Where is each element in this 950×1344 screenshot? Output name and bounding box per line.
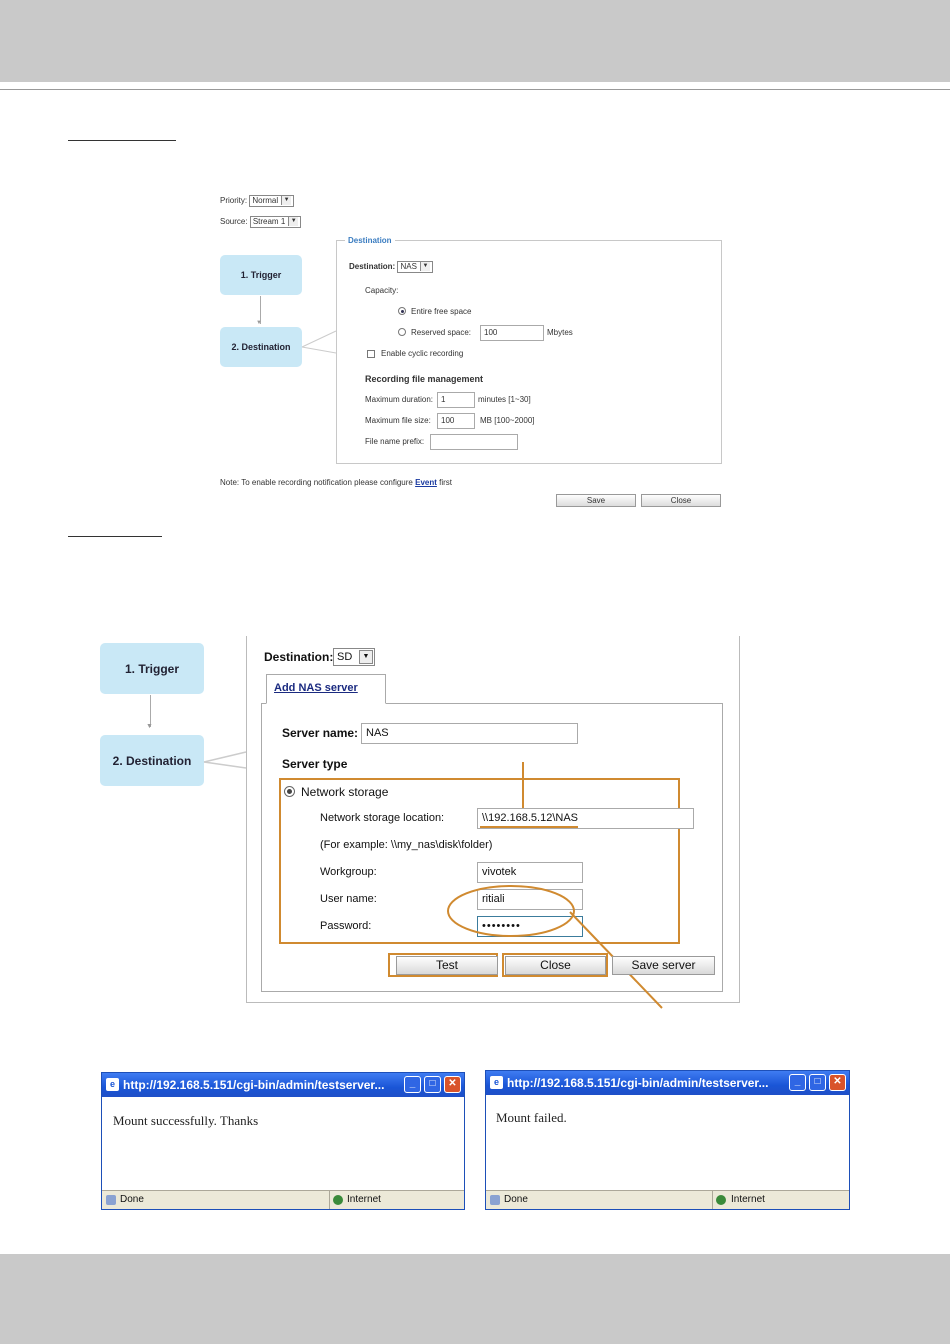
arrow-down-icon: ▼ [256,320,262,326]
popup-message: Mount successfully. Thanks [113,1113,259,1128]
popup-status-bar [102,1190,464,1209]
popup-window-failed [485,1070,850,1210]
note-text: Note: To enable recording notification please configure [220,478,413,487]
username-input[interactable]: ritiali [477,889,583,910]
chevron-down-icon: ▼ [281,196,291,205]
globe-icon [333,1195,343,1205]
entire-free-space-radio[interactable] [398,307,406,315]
destination-row [349,261,433,273]
status-divider [329,1191,330,1209]
ie-page-icon: e [106,1078,119,1091]
destination-value: NAS [400,262,417,271]
password-input[interactable]: •••••••• [477,916,583,937]
location-value-underline [480,826,578,828]
flow-pointer-lines [202,740,250,780]
flow-pointer-lines [300,325,340,355]
reserved-space-input[interactable]: 100 [480,325,544,341]
add-nas-server-screenshot [0,600,950,1020]
destination-legend: Destination [345,236,395,245]
destination-label: Destination: [349,262,396,271]
entire-free-space-label: Entire free space [411,307,472,316]
password-label: Password: [320,920,372,932]
close-window-button[interactable]: ✕ [829,1074,846,1091]
maximize-button[interactable]: □ [809,1074,826,1091]
file-name-prefix-label: File name prefix: [365,437,425,446]
arrow-down-icon: ▼ [146,723,153,730]
max-file-size-input[interactable]: 100 [437,413,475,429]
reserved-space-label: Reserved space: [411,328,472,337]
page-icon [106,1195,116,1205]
capacity-label: Capacity: [365,286,399,295]
network-storage-radio[interactable] [284,786,295,797]
priority-select[interactable] [249,195,294,207]
popup-title: http://192.168.5.151/cgi-bin/admin/testserver... [123,1078,385,1092]
radio-dot-icon [287,789,292,794]
max-duration-label: Maximum duration: [365,395,434,404]
location-label: Network storage location: [320,812,445,824]
chevron-down-icon: ▼ [288,217,298,226]
popup-message: Mount failed. [496,1110,567,1125]
flow-step-label: 2. Destination [231,342,291,352]
server-type-heading: Server type [282,757,348,771]
status-divider [712,1191,713,1209]
file-name-prefix-input[interactable] [430,434,518,450]
flow-step-label: 1. Trigger [240,270,282,280]
globe-icon [716,1195,726,1205]
ie-page-icon: e [490,1076,503,1089]
chevron-down-icon: ▼ [420,262,430,271]
popup-status-bar [486,1190,849,1209]
source-select[interactable] [250,216,301,228]
destination-select[interactable] [333,648,375,666]
section-heading-underline [68,536,162,537]
server-name-input[interactable]: NAS [361,723,578,744]
page-footer-band [0,1254,950,1344]
priority-value: Normal [252,196,279,205]
tab-add-nas-server-label: Add NAS server [274,682,358,694]
test-button[interactable]: Test [396,956,498,975]
max-file-size-label: Maximum file size: [365,416,431,425]
maximize-button[interactable]: □ [424,1076,441,1093]
reserved-space-radio[interactable] [398,328,406,336]
status-done: Done [504,1194,528,1205]
source-label: Source: [220,217,248,226]
network-storage-label: Network storage [301,785,389,799]
enable-cyclic-checkbox[interactable] [367,350,375,358]
minimize-button[interactable]: _ [789,1074,806,1091]
reserved-space-unit: Mbytes [547,328,573,337]
location-example: (For example: \\my_nas\disk\folder) [320,839,493,851]
location-input[interactable]: \\192.168.5.12\NAS [477,808,694,829]
status-zone: Internet [731,1194,765,1205]
recording-note [220,478,452,487]
flow-step-trigger[interactable] [100,643,204,694]
source-value: Stream 1 [252,217,286,226]
destination-value: SD [337,651,353,663]
status-done: Done [120,1194,144,1205]
popup-title: http://192.168.5.151/cgi-bin/admin/testserver... [507,1076,769,1090]
flow-step-label: 1. Trigger [124,661,180,676]
server-name-label: Server name: [282,726,359,740]
destination-label: Destination: [264,650,334,664]
save-button[interactable]: Save [556,494,636,507]
flow-step-label: 2. Destination [112,753,192,768]
workgroup-label: Workgroup: [320,866,377,878]
popup-title-bar [486,1071,849,1095]
max-file-size-hint: MB [100~2000] [480,416,535,425]
minimize-button[interactable]: _ [404,1076,421,1093]
priority-row [220,195,294,207]
close-button[interactable]: Close [505,956,606,975]
close-window-button[interactable]: ✕ [444,1076,461,1093]
chevron-down-icon: ▼ [359,650,373,664]
event-link[interactable]: Event [415,478,437,487]
popup-title-bar [102,1073,464,1097]
source-row [220,216,301,228]
note-text-suffix: first [439,478,453,487]
enable-cyclic-label: Enable cyclic recording [381,349,464,358]
popup-window-success [101,1072,465,1210]
priority-label: Priority: [220,196,248,205]
max-duration-input[interactable]: 1 [437,392,475,408]
destination-select[interactable] [397,261,432,273]
flow-step-destination[interactable] [220,327,302,367]
save-server-button[interactable]: Save server [612,956,715,975]
status-zone: Internet [347,1194,381,1205]
flow-step-destination[interactable] [100,735,204,786]
recording-settings-screenshot [0,0,950,520]
flow-step-trigger[interactable] [220,255,302,295]
close-button[interactable]: Close [641,494,721,507]
workgroup-input[interactable]: vivotek [477,862,583,883]
credentials-callout [440,880,670,1010]
page-icon [490,1195,500,1205]
max-duration-hint: minutes [1~30] [478,395,531,404]
recording-file-management-title: Recording file management [365,374,484,384]
username-label: User name: [320,893,377,905]
